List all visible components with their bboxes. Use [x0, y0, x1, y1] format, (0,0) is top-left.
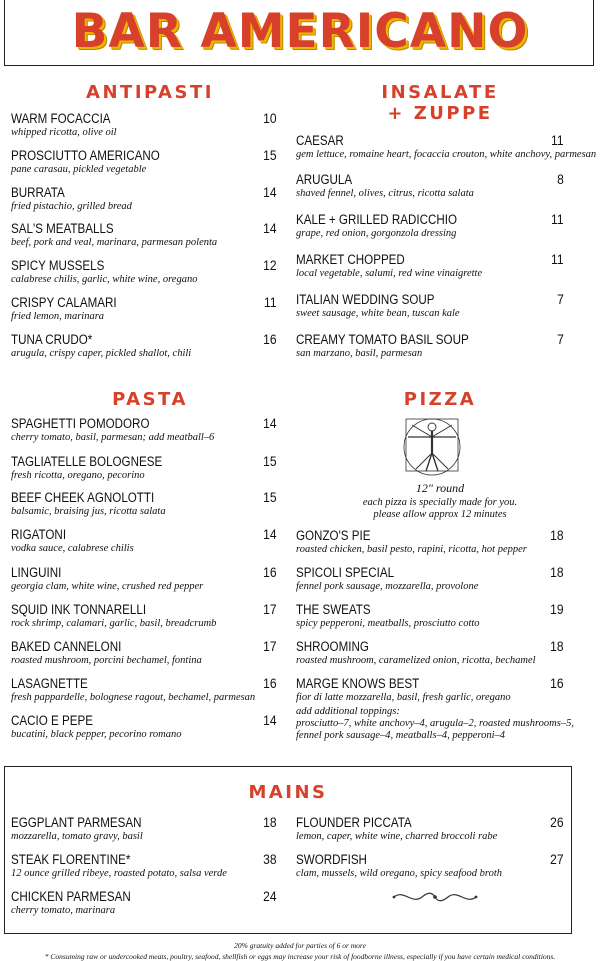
- item-price: 18: [263, 814, 277, 830]
- pasta-menu-item: [11, 527, 277, 555]
- item-description: calabrese chilis, garlic, white wine, oregano: [11, 274, 198, 285]
- item-price: 19: [550, 601, 564, 617]
- item-description: fried pistachio, grilled bread: [11, 201, 132, 212]
- item-description: mozzarella, tomato gravy, basil: [11, 831, 143, 842]
- pasta-menu-item: [11, 602, 277, 630]
- antipasti-menu-item: [11, 185, 277, 213]
- insalate-menu-item: [296, 172, 564, 200]
- item-name: STEAK FLORENTINE*: [11, 852, 131, 867]
- pasta-menu-item: [11, 713, 277, 741]
- item-name: BEEF CHEEK AGNOLOTTI: [11, 490, 155, 505]
- item-price: 14: [263, 184, 277, 200]
- insalate-heading-line1: INSALATE: [381, 82, 499, 103]
- item-price: 8: [557, 171, 564, 187]
- item-description: balsamic, braising jus, ricotta salata: [11, 506, 166, 517]
- item-price: 16: [263, 564, 277, 580]
- item-name: MARKET CHOPPED: [296, 252, 405, 267]
- pizza-menu-item: [296, 639, 564, 667]
- item-price: 14: [263, 415, 277, 431]
- item-name: WARM FOCACCIA: [11, 111, 111, 126]
- item-price: 38: [263, 851, 277, 867]
- item-description: roasted chicken, basil pesto, rapini, ricotta, hot pepper: [296, 544, 527, 555]
- pizza-menu-item: [296, 602, 564, 630]
- item-name: ITALIAN WEDDING SOUP: [296, 292, 435, 307]
- pizza-note-line1: each pizza is specially made for you.: [362, 497, 518, 508]
- antipasti-menu-item: [11, 111, 277, 139]
- item-description: gem lettuce, romaine heart, focaccia crouton, white anchovy, parmesan: [296, 149, 597, 160]
- item-price: 18: [550, 527, 564, 543]
- item-price: 15: [263, 489, 277, 505]
- item-name: SAL'S MEATBALLS: [11, 221, 114, 236]
- item-name: KALE + GRILLED RADICCHIO: [296, 212, 457, 227]
- item-name: LINGUINI: [11, 565, 62, 580]
- item-description: cherry tomato, basil, parmesan; add meatball–6: [11, 432, 215, 443]
- insalate-heading: [340, 82, 540, 124]
- item-name: RIGATONI: [11, 527, 67, 542]
- item-description: lemon, caper, white wine, charred broccoli rabe: [296, 831, 498, 842]
- insalate-menu-item: [296, 252, 564, 280]
- pizza-note-line2: please allow approx 12 minutes: [373, 509, 507, 520]
- item-name: LASAGNETTE: [11, 676, 88, 691]
- item-price: 11: [551, 251, 564, 267]
- item-price: 7: [557, 291, 564, 307]
- pizza-menu-item: [296, 676, 564, 704]
- item-description: spicy pepperoni, meatballs, prosciutto cotto: [296, 618, 480, 629]
- item-price: 11: [551, 132, 564, 148]
- item-description: georgia clam, white wine, crushed red pepper: [11, 581, 204, 592]
- mains-menu-item: [11, 815, 277, 843]
- antipasti-menu-item: [11, 148, 277, 176]
- antipasti-menu-item: [11, 295, 277, 323]
- item-name: CAESAR: [296, 133, 344, 148]
- item-name: MARGE KNOWS BEST: [296, 676, 420, 691]
- pasta-menu-item: [11, 454, 277, 482]
- pasta-menu-item: [11, 639, 277, 667]
- insalate-menu-item: [296, 292, 564, 320]
- item-price: 18: [550, 564, 564, 580]
- item-name: FLOUNDER PICCATA: [296, 815, 412, 830]
- antipasti-menu-item: [11, 332, 277, 360]
- flourish-ornament: [390, 887, 480, 907]
- mains-menu-item: [296, 815, 564, 843]
- item-price: 15: [263, 453, 277, 469]
- pasta-menu-item: [11, 490, 277, 518]
- pizza-menu-item: [296, 528, 564, 556]
- restaurant-name: BAR AMERICANO: [71, 4, 529, 59]
- item-description: whipped ricotta, olive oil: [11, 127, 117, 138]
- item-description: roasted mushroom, caramelized onion, ricotta, bechamel: [296, 655, 536, 666]
- pasta-menu-item: [11, 676, 277, 704]
- item-price: 14: [263, 526, 277, 542]
- item-price: 26: [550, 814, 564, 830]
- pizza-toppings-label: add additional toppings:: [296, 706, 400, 717]
- item-description: rock shrimp, calamari, garlic, basil, breadcrumb: [11, 618, 217, 629]
- item-name: GONZO'S PIE: [296, 528, 371, 543]
- insalate-heading-line2: + ZUPPE: [387, 103, 493, 124]
- item-price: 7: [557, 331, 564, 347]
- item-price: 17: [263, 638, 277, 654]
- item-name: ARUGULA: [296, 172, 353, 187]
- item-description: fried lemon, marinara: [11, 311, 105, 322]
- mains-menu-item: [11, 889, 277, 917]
- item-description: fior di latte mozzarella, basil, fresh garlic, oregano: [296, 692, 511, 703]
- antipasti-heading: ANTIPASTI: [86, 82, 214, 103]
- item-description: vodka sauce, calabrese chilis: [11, 543, 134, 554]
- insalate-menu-item: [296, 212, 564, 240]
- item-name: EGGPLANT PARMESAN: [11, 815, 142, 830]
- item-description: bucatini, black pepper, pecorino romano: [11, 729, 182, 740]
- item-name: THE SWEATS: [296, 602, 371, 617]
- item-price: 27: [550, 851, 564, 867]
- item-price: 14: [263, 712, 277, 728]
- item-name: SPAGHETTI POMODORO: [11, 416, 150, 431]
- item-description: fresh pappardelle, bolognese ragout, bechamel, parmesan: [11, 692, 256, 703]
- item-price: 16: [263, 675, 277, 691]
- item-name: SWORDFISH: [296, 852, 367, 867]
- item-price: 17: [263, 601, 277, 617]
- item-name: SHROOMING: [296, 639, 369, 654]
- pizza-toppings-line1: prosciutto–7, white anchovy–4, arugula–2, roasted mushrooms–5,: [296, 718, 574, 729]
- item-description: pane carasau, pickled vegetable: [11, 164, 147, 175]
- item-name: CREAMY TOMATO BASIL SOUP: [296, 332, 469, 347]
- item-price: 10: [263, 110, 277, 126]
- item-name: CHICKEN PARMESAN: [11, 889, 131, 904]
- vitruvian-man-illustration: [400, 413, 464, 477]
- item-price: 24: [263, 888, 277, 904]
- pasta-menu-item: [11, 416, 277, 444]
- item-description: san marzano, basil, parmesan: [296, 348, 423, 359]
- pizza-menu-item: [296, 565, 564, 593]
- item-price: 12: [263, 257, 277, 273]
- item-price: 16: [263, 331, 277, 347]
- item-name: TAGLIATELLE BOLOGNESE: [11, 454, 163, 469]
- item-name: BAKED CANNELONI: [11, 639, 122, 654]
- item-price: 15: [263, 147, 277, 163]
- item-name: SPICOLI SPECIAL: [296, 565, 395, 580]
- item-price: 18: [550, 638, 564, 654]
- item-description: arugula, crispy caper, pickled shallot, chili: [11, 348, 192, 359]
- pizza-heading: PIZZA: [403, 389, 477, 410]
- mains-heading: MAINS: [248, 782, 328, 803]
- item-price: 11: [264, 294, 277, 310]
- antipasti-menu-item: [11, 258, 277, 286]
- item-name: CRISPY CALAMARI: [11, 295, 117, 310]
- item-price: 14: [263, 220, 277, 236]
- insalate-menu-item: [296, 332, 564, 360]
- mains-menu-item: [296, 852, 564, 880]
- item-price: 11: [551, 211, 564, 227]
- item-name: BURRATA: [11, 185, 65, 200]
- item-description: cherry tomato, marinara: [11, 905, 116, 916]
- pasta-heading: PASTA: [112, 389, 188, 410]
- item-price: 16: [550, 675, 564, 691]
- item-description: local vegetable, salumi, red wine vinaigrette: [296, 268, 483, 279]
- item-description: 12 ounce grilled ribeye, roasted potato, salsa verde: [11, 868, 227, 879]
- raw-food-warning: * Consuming raw or undercooked meats, poultry, seafood, shellfish or eggs may increase your risk of foodborne illness, especially if you have certain medical conditions.: [44, 952, 556, 961]
- pizza-toppings-line2: fennel pork sausage–4, meatballs–4, pepperoni–4: [296, 730, 506, 741]
- item-description: fennel pork sausage, mozzarella, provolone: [296, 581, 479, 592]
- antipasti-menu-item: [11, 221, 277, 249]
- item-name: SPICY MUSSELS: [11, 258, 105, 273]
- item-description: roasted mushroom, porcini bechamel, fontina: [11, 655, 202, 666]
- gratuity-note: 20% gratuity added for parties of 6 or more: [234, 941, 366, 950]
- item-name: TUNA CRUDO*: [11, 332, 93, 347]
- item-description: clam, mussels, wild oregano, spicy seafood broth: [296, 868, 503, 879]
- item-description: grape, red onion, gorgonzola dressing: [296, 228, 457, 239]
- pasta-menu-item: [11, 565, 277, 593]
- item-description: sweet sausage, white bean, tuscan kale: [296, 308, 460, 319]
- item-name: PROSCIUTTO AMERICANO: [11, 148, 160, 163]
- item-description: shaved fennel, olives, citrus, ricotta salata: [296, 188, 474, 199]
- pizza-size-note: 12" round: [415, 481, 465, 495]
- item-name: SQUID INK TONNARELLI: [11, 602, 147, 617]
- item-name: CACIO E PEPE: [11, 713, 93, 728]
- item-description: beef, pork and veal, marinara, parmesan polenta: [11, 237, 218, 248]
- insalate-menu-item: [296, 132, 597, 161]
- item-description: fresh ricotta, oregano, pecorino: [11, 470, 145, 481]
- mains-menu-item: [11, 852, 277, 880]
